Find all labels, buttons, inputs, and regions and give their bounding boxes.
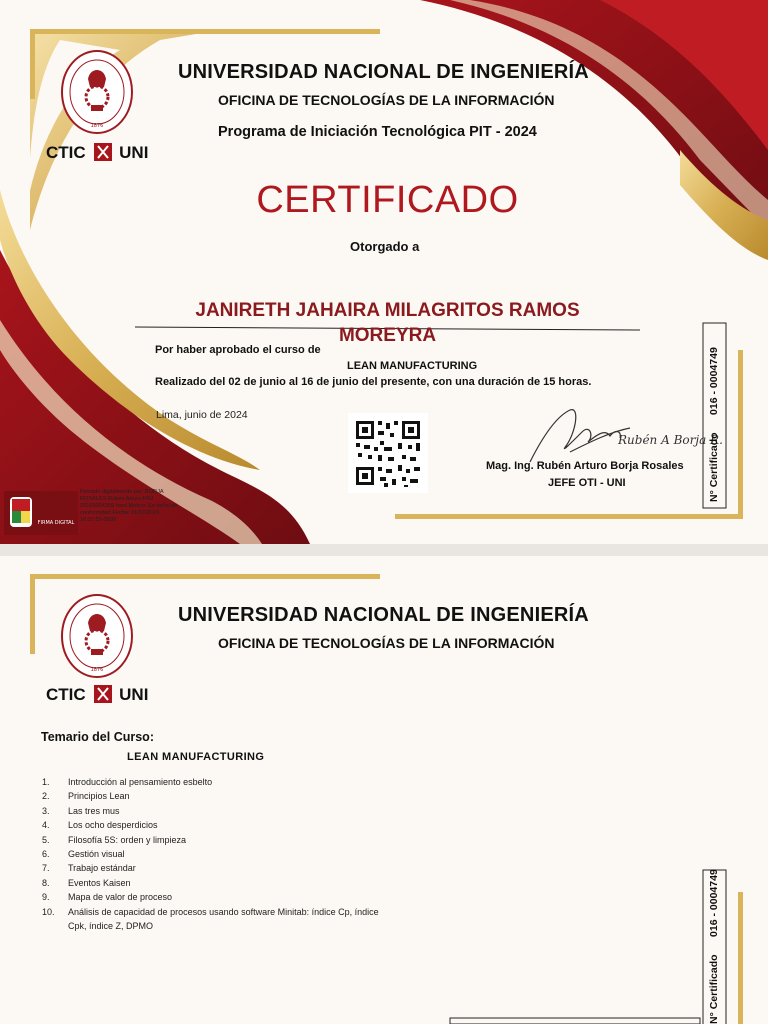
certificate-number — [708, 869, 720, 1024]
digital-signature-badge — [4, 491, 78, 535]
university-seal-logo — [60, 593, 134, 679]
ctic-uni-logo — [46, 685, 148, 705]
cert-number-value: 016 - 0004749 — [708, 347, 720, 415]
list-item: 4. Los ocho desperdicios — [42, 820, 158, 831]
syllabus-title: Temario del Curso: — [41, 730, 154, 744]
digital-signature-badge-text: FIRMA DIGITAL — [37, 520, 75, 526]
syllabus-topics-list — [42, 775, 398, 933]
cert-number-label: N° Certificado — [708, 432, 720, 502]
course-name: LEAN MANUFACTURING — [347, 360, 478, 372]
syllabus-course-name: LEAN MANUFACTURING — [127, 751, 265, 763]
svg-text:1876: 1876 — [90, 123, 104, 129]
cert-number-value: 016 - 0004749 — [708, 869, 720, 937]
ctic-uni-logo — [46, 143, 148, 163]
signer-title: JEFE OTI - UNI — [548, 477, 626, 489]
logo-ctic-text: CTIC — [46, 685, 86, 704]
university-name: UNIVERSIDAD NACIONAL DE INGENIERÍA — [178, 61, 589, 83]
signer-name: Mag. Ing. Rubén Arturo Borja Rosales — [486, 460, 684, 472]
recipient-name — [150, 298, 625, 348]
digital-signature-text: Firmado digitalmente por: BORJA ROSALES Ruben Arturo FAU 20169004359 hard Motivo: En señal de conformidad Fecha: 01/07/2024 16:37:55-0500 — [80, 489, 178, 523]
signature-script-text: Rubén A Borja R. — [618, 433, 723, 447]
program-name: Programa de Iniciación Tecnológica PIT - 2024 — [218, 124, 537, 140]
office-name: OFICINA DE TECNOLOGÍAS DE LA INFORMACIÓN — [218, 92, 555, 108]
svg-text:1876: 1876 — [90, 667, 104, 673]
uni-emblem-icon — [94, 143, 112, 161]
list-item: 10. Análisis de capacidad de procesos usando software Minitab: índice Cp, índice Cpk, índice Z, DPMO — [42, 906, 379, 932]
cert-number-label: N° Certificado — [708, 954, 720, 1024]
list-item: 8. Eventos Kaisen — [42, 877, 131, 888]
certificate-page-back — [0, 556, 768, 1024]
list-item: 6. Gestión visual — [42, 849, 125, 860]
approved-text: Por haber aprobado el curso de — [155, 344, 321, 356]
place-date: Lima, junio de 2024 — [156, 409, 248, 421]
recipient-name-line1: JANIRETH JAHAIRA MILAGRITOS RAMOS — [195, 300, 580, 321]
logo-ctic-text: CTIC — [46, 143, 86, 162]
logo-uni-text: UNI — [119, 143, 149, 162]
list-item: 7. Trabajo estándar — [42, 863, 136, 874]
logo-uni-text: UNI — [119, 685, 149, 704]
recipient-name-line2: MOREYRA — [338, 325, 437, 346]
list-item: 9. Mapa de valor de proceso — [42, 892, 173, 903]
list-item: 5. Filosofía 5S: orden y limpieza — [42, 834, 187, 845]
certificate-number — [708, 347, 720, 502]
list-item: 3. Las tres mus — [42, 805, 120, 816]
certificate-title: CERTIFICADO — [256, 179, 519, 221]
qr-code[interactable] — [348, 413, 428, 493]
university-name: UNIVERSIDAD NACIONAL DE INGENIERÍA — [178, 604, 589, 626]
granted-to-label: Otorgado a — [350, 239, 420, 254]
list-item: 2. Principios Lean — [42, 791, 130, 802]
course-dates-text: Realizado del 02 de junio al 16 de junio del presente, con una duración de 15 horas. — [155, 376, 592, 388]
peru-shield-icon — [4, 491, 78, 535]
uni-emblem-icon — [94, 685, 112, 703]
list-item: 1. Introducción al pensamiento esbelto — [42, 777, 213, 787]
university-seal-logo — [60, 49, 134, 135]
office-name: OFICINA DE TECNOLOGÍAS DE LA INFORMACIÓN — [218, 635, 555, 651]
